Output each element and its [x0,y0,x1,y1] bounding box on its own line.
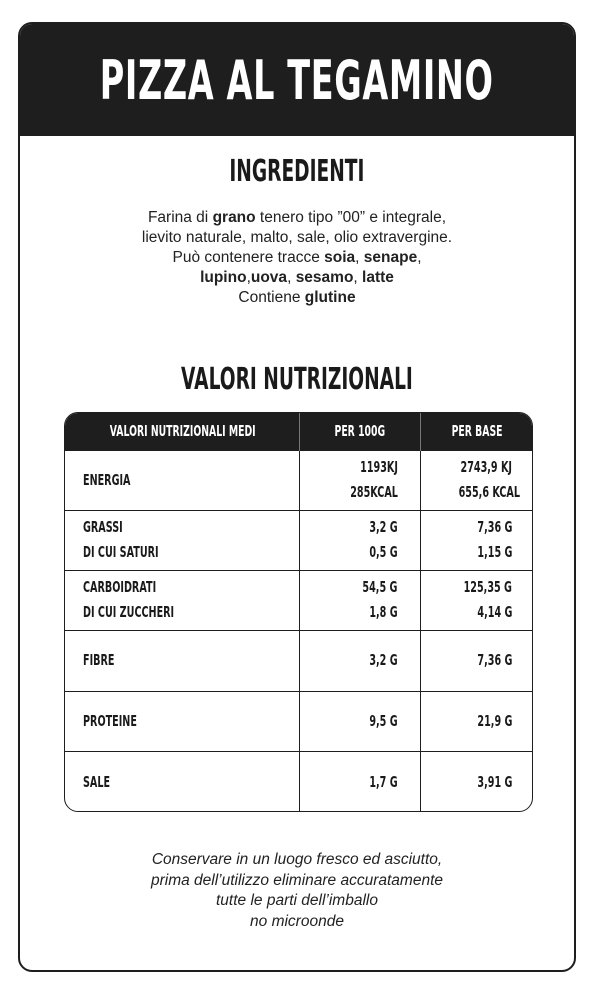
nutrient-label: PROTEINE [65,691,299,751]
ingredients-line: Farina di grano tenero tipo ”00” e integrale, [147,209,447,226]
value-per-100g: 3,2 G [299,630,420,691]
value-per-100g: 3,2 G 0,5 G [299,510,420,570]
value-per-base: 2743,9 KJ 655,6 KCAL [420,450,533,510]
product-title: PIZZA AL TEGAMINO [100,48,494,112]
value-per-base: 125,35 G 4,14 G [420,570,533,630]
nutrient-label: GRASSI DI CUI SATURI [65,510,299,570]
storage-instructions [20,850,574,932]
column-header: PER 100G [299,413,420,450]
table-row [65,751,533,812]
storage-line: no microonde [250,912,344,930]
nutrient-label: CARBOIDRATI DI CUI ZUCCHERI [65,570,299,630]
value-per-base: 3,91 G [420,751,533,812]
storage-line: prima dell’utilizzo eliminare accuratamente [150,871,444,889]
gluten-line: Contiene glutine [238,289,356,306]
nutrition-table [64,412,533,812]
value-per-100g: 54,5 G 1,8 G [299,570,420,630]
nutrient-label: ENERGIA [65,450,299,510]
storage-line: Conservare in un luogo fresco ed asciutto, [151,851,443,868]
table-row [65,630,533,691]
allergens-line: lupino,uova, sesamo, latte [200,269,394,286]
column-header: PER BASE [420,413,533,450]
ingredients-heading: INGREDIENTI [229,154,365,189]
ingredients-text [20,208,574,308]
value-per-base: 7,36 G 1,15 G [420,510,533,570]
table-row [65,450,533,510]
value-per-base: 7,36 G [420,630,533,691]
value-per-100g: 9,5 G [299,691,420,751]
nutrient-label: FIBRE [65,630,299,691]
label-header [20,24,574,136]
value-per-100g: 1,7 G [299,751,420,812]
allergens-line: Può contenere tracce soia, senape, [172,249,422,266]
table-header-row [65,413,533,450]
table-row [65,510,533,570]
ingredients-line: lievito naturale, malto, sale, olio extravergine. [141,229,453,246]
storage-line: tutte le parti dell’imballo [216,892,378,909]
table-row [65,570,533,630]
product-label [18,22,576,972]
table-row [65,691,533,751]
nutrient-label: SALE [65,751,299,812]
column-header: VALORI NUTRIZIONALI MEDI [109,422,256,441]
value-per-base: 21,9 G [420,691,533,751]
nutrition-heading: VALORI NUTRIZIONALI [181,362,413,397]
value-per-100g: 1193KJ 285KCAL [299,450,420,510]
